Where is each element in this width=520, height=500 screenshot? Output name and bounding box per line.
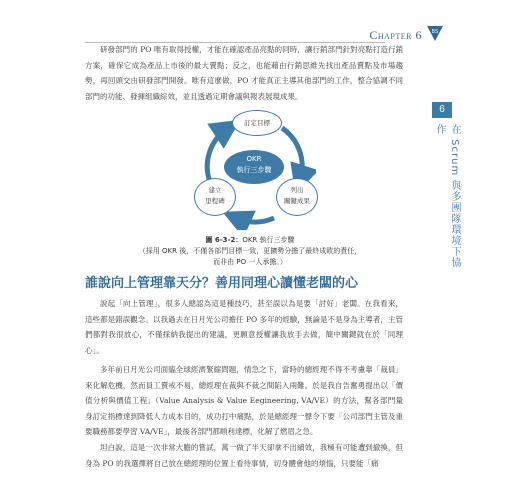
chapter-label: Chapter 6 [369, 28, 422, 42]
caption-line-3: 而非由 PO 一人承擔。） [213, 258, 287, 266]
section-heading: 誰說向上管理靠天分？善用同理心讀懂老闆的心 [85, 276, 359, 291]
paragraph-bold-attempt: 坦白說，這是一次非常大膽的嘗試，萬一做了半天卻拿不出績效，我極有可能遭到撤換，但身為 PO 的我選擇將自己放在總經理的位置上看待事情，切身體會他的煩惱，只要能「痛 [85, 443, 403, 468]
node-set-goal: 訂定目標 [232, 110, 282, 136]
page-header [0, 14, 520, 44]
figure-caption [130, 235, 370, 268]
node-key-results [276, 178, 318, 216]
paragraph-ase-story: 多年前日月光公司面臨全球經濟緊縮問題，情急之下，當時的總經理不得不考慮靠「裁員」來化解危機，然而員工賣戒不易，總經理在裁與不裁之間陷入兩難。於是我自告奮勇提出以「價值分析與價值工程」（Value Analysis & Value Eegineering, VA/VE）的方法，幫各部門量身訂定指標達到降低人力成本目的，成功打中痛點，於是總經理一聲令下要「公司部門主管及重要職務都要學習 VA/VE」，最後各部門都順利達標，化解了燃眉之急。 [85, 365, 403, 436]
caption-figure-number: 圖 6-3-2： [205, 236, 243, 244]
caption-line-2: （採用 OKR 後，不僅各部門目標一致，更擴勢分擔了最終成敗的責任， [138, 247, 362, 255]
node-key-results-line2: 關鍵成果 [284, 197, 310, 205]
svg-text:BS: BS [431, 29, 439, 35]
caption-title-line [130, 235, 370, 246]
caption-figure-title: OKR 執行三步驟 [242, 236, 295, 244]
paragraph-intro: 研發部門的 PO 唯有取得授權，才能在確認產品亮點的同時，讓行銷部門針對亮點打造行銷方案，確保它成為產品上市後的最大賣點；反之，也能藉由行銷思維先找出產品賣點及市場趨勢，再回頭交由研發部門開發。唯有這麼做，PO 才能真正主導其他部門的工作，整合協調不同部門的功能、發揮組織綜效，並且透過定期會議與報表展現成果。 [85, 45, 403, 101]
okr-center-title: OKR [246, 155, 262, 163]
chapter-sidebar [432, 102, 460, 269]
okr-cycle-figure [196, 110, 316, 230]
okr-center-node [224, 150, 284, 184]
arrow-top-right [282, 128, 302, 180]
okr-center-subtitle: 執行三步驟 [236, 166, 272, 174]
sidebar-chapter-title: 在 Scrum 與多團隊環境下協作 [434, 124, 460, 269]
arrow-bottom [236, 218, 274, 222]
node-milestone [194, 178, 236, 216]
node-key-results-line1: 列出 [290, 186, 304, 194]
node-milestone-line1: 建立 [208, 186, 222, 194]
paragraph-managing-up: 說起「向上管理」，很多人總認為這是種技巧，甚至誤以為是要「討好」老闆。在我看來，這些都是錯誤觀念。以我過去在日月光公司擔任 PO 多年的經驗，無論是不是身為主導者，主管們都對我很放心，不僅採納我提出的建議，更願意授權讓我放手去做，簡中關鍵就在於「同理心」。 [85, 299, 403, 355]
node-milestone-line2: 里程碑 [205, 197, 225, 205]
sidebar-chapter-number: 6 [432, 102, 452, 118]
publisher-logo-icon [426, 24, 444, 42]
